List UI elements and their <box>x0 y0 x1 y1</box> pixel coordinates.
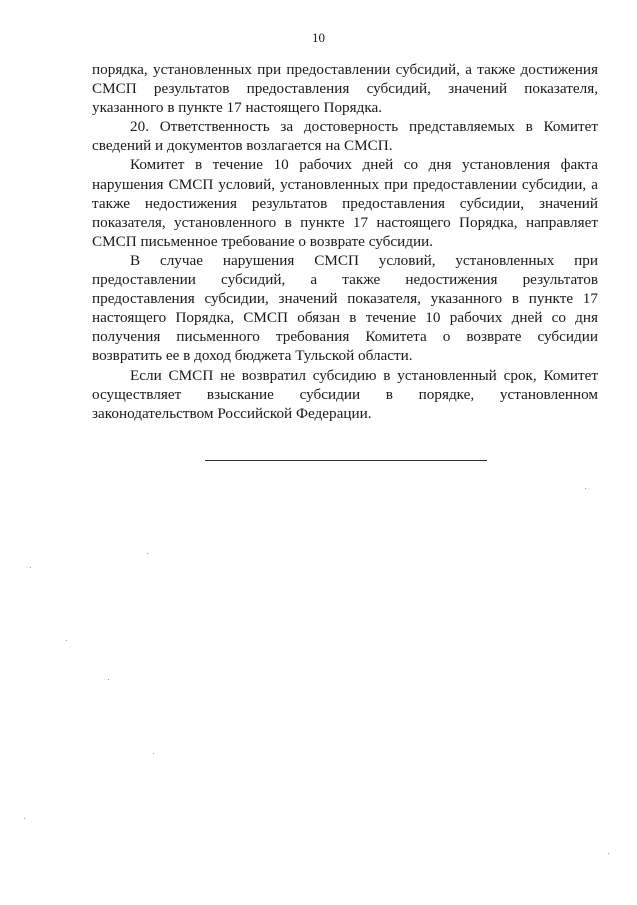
scan-speck <box>24 818 25 819</box>
scan-speck <box>608 853 609 854</box>
scan-speck <box>147 553 148 554</box>
page-number: 10 <box>312 30 325 45</box>
scan-speck <box>585 488 586 489</box>
paragraph-item-20: 20. Ответственность за достоверность представляемых в Комитет сведений и документов возлагается на СМСП. <box>92 118 598 155</box>
paragraph-return-requirement: Комитет в течение 10 рабочих дней со дня установления факта нарушения СМСП условий, установленных при предоставлении субсидии, а также недостижения результатов предоставления субсидии, значений показателя, установленного в пункте 17 настоящего Порядка, направляет СМСП письменное требование о возврате субсидии. <box>92 156 598 250</box>
paragraph-violation-return: В случае нарушения СМСП условий, установленных при предоставлении субсидий, а также недостижения результатов предоставления субсидии, значений показателя, указанного в пункте 17 настоящего Порядка, СМСП обязан в течение 10 рабочих дней со дня получения письменного требования Комитета о возврате субсидии возвратить ее в доход бюджета Тульской области. <box>92 251 598 365</box>
paragraph-continuation: порядка, установленных при предоставлении субсидий, а также достижения СМСП результатов предоставления субсидий, значений показателя, указанного в пункте 17 настоящего Порядка. <box>92 61 598 117</box>
scan-speck <box>66 640 67 641</box>
document-body <box>92 60 598 423</box>
scan-speck <box>30 567 31 568</box>
scan-speck <box>108 679 109 680</box>
scan-speck <box>153 753 154 754</box>
paragraph-recovery: Если СМСП не возвратил субсидию в установленный срок, Комитет осуществляет взыскание субсидии в порядке, установленном законодательством Российской Федерации. <box>92 366 598 422</box>
end-of-document-rule <box>205 460 487 461</box>
